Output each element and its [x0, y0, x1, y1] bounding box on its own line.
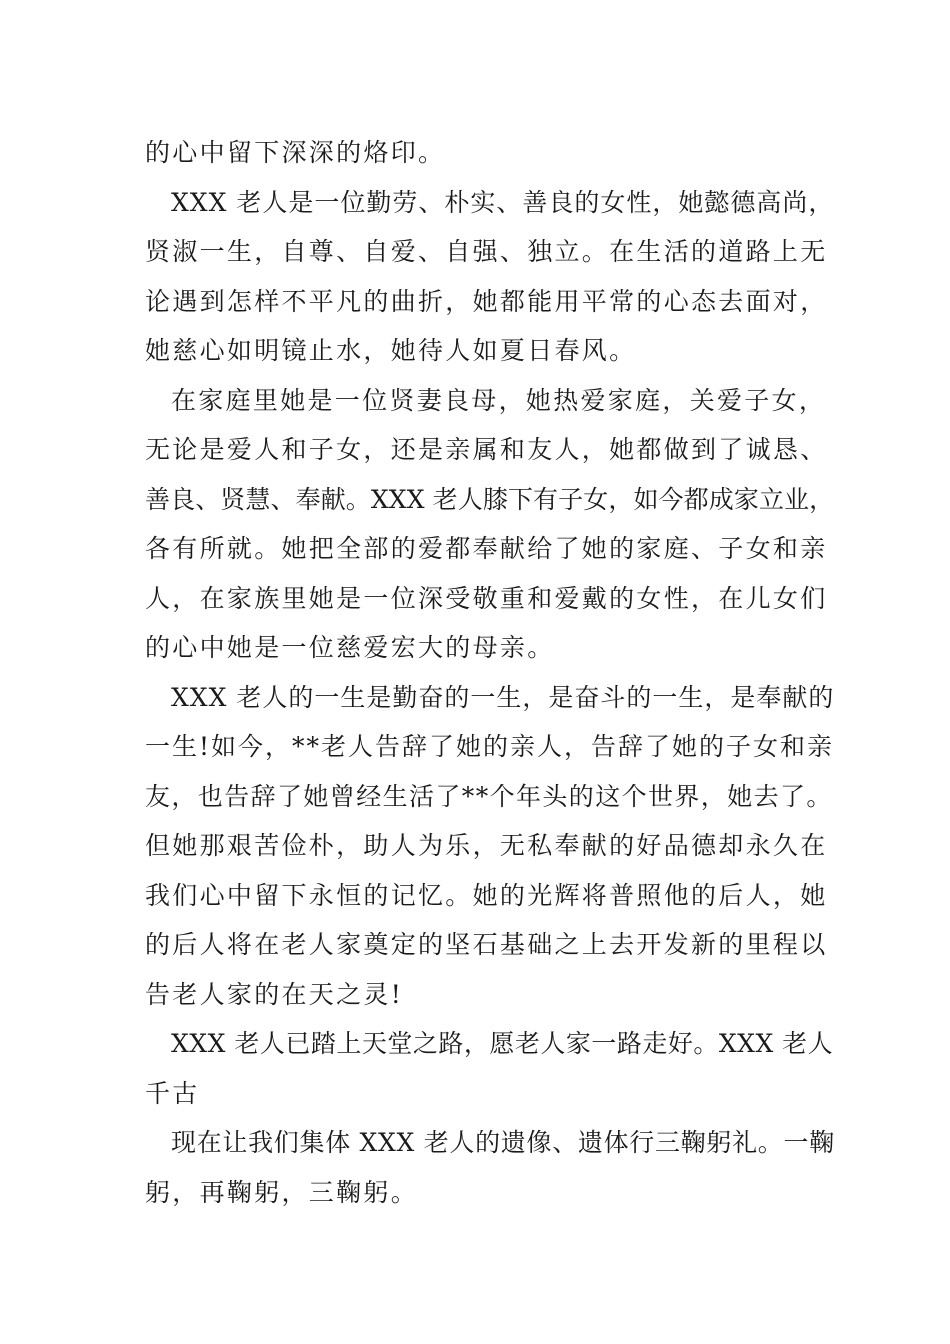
text-line: 但她那艰苦俭朴，助人为乐，无私奉献的好品德却永久在 — [145, 831, 828, 860]
text-line: 贤淑一生，自尊、自爱、自强、独立。在生活的道路上无 — [145, 237, 828, 266]
text-line: 无论是爱人和子女，还是亲属和友人，她都做到了诚恳、 — [145, 435, 828, 464]
text-line: 的后人将在老人家奠定的坚石基础之上去开发新的里程以 — [145, 930, 828, 959]
text-line: 的心中留下深深的烙印。 — [145, 138, 446, 167]
text-line: 我们心中留下永恒的记忆。她的光辉将普照他的后人，她 — [145, 880, 828, 910]
text-line: 在家庭里她是一位贤妻良母，她热爱家庭，关爱子女， — [171, 385, 827, 415]
text-line: XXX 老人已踏上天堂之路，愿老人家一路走好。XXX 老人 — [171, 1029, 834, 1058]
text-line: XXX 老人的一生是勤奋的一生，是奋斗的一生，是奉献的 — [171, 682, 835, 712]
text-line: 的心中她是一位慈爱宏大的母亲。 — [145, 633, 555, 662]
text-line: 友，也告辞了她曾经生活了**个年头的这个世界，她去了。 — [145, 781, 833, 811]
text-line: 人，在家族里她是一位深受敬重和爱戴的女性，在儿女们 — [145, 583, 828, 613]
text-line: 论遇到怎样不平凡的曲折，她都能用平常的心态去面对， — [145, 286, 828, 316]
text-line: 躬，再鞠躬，三鞠躬。 — [145, 1177, 419, 1207]
text-line: 千古 — [145, 1078, 200, 1108]
text-line: 善良、贤慧、奉献。XXX 老人膝下有子女，如今都成家立业， — [145, 484, 835, 514]
document-body — [145, 128, 835, 1217]
text-line: 她慈心如明镜止水，她待人如夏日春风。 — [145, 336, 637, 365]
text-line: 一生!如今，**老人告辞了她的亲人，告辞了她的子女和亲 — [145, 732, 835, 761]
text-line: XXX 老人是一位勤劳、朴实、善良的女性，她懿德高尚， — [171, 187, 835, 217]
text-line: 各有所就。她把全部的爱都奉献给了她的家庭、子女和亲 — [145, 534, 828, 563]
text-line: 现在让我们集体 XXX 老人的遗像、遗体行三鞠躬礼。一鞠 — [171, 1128, 835, 1157]
text-line: 告老人家的在天之灵! — [145, 979, 404, 1009]
